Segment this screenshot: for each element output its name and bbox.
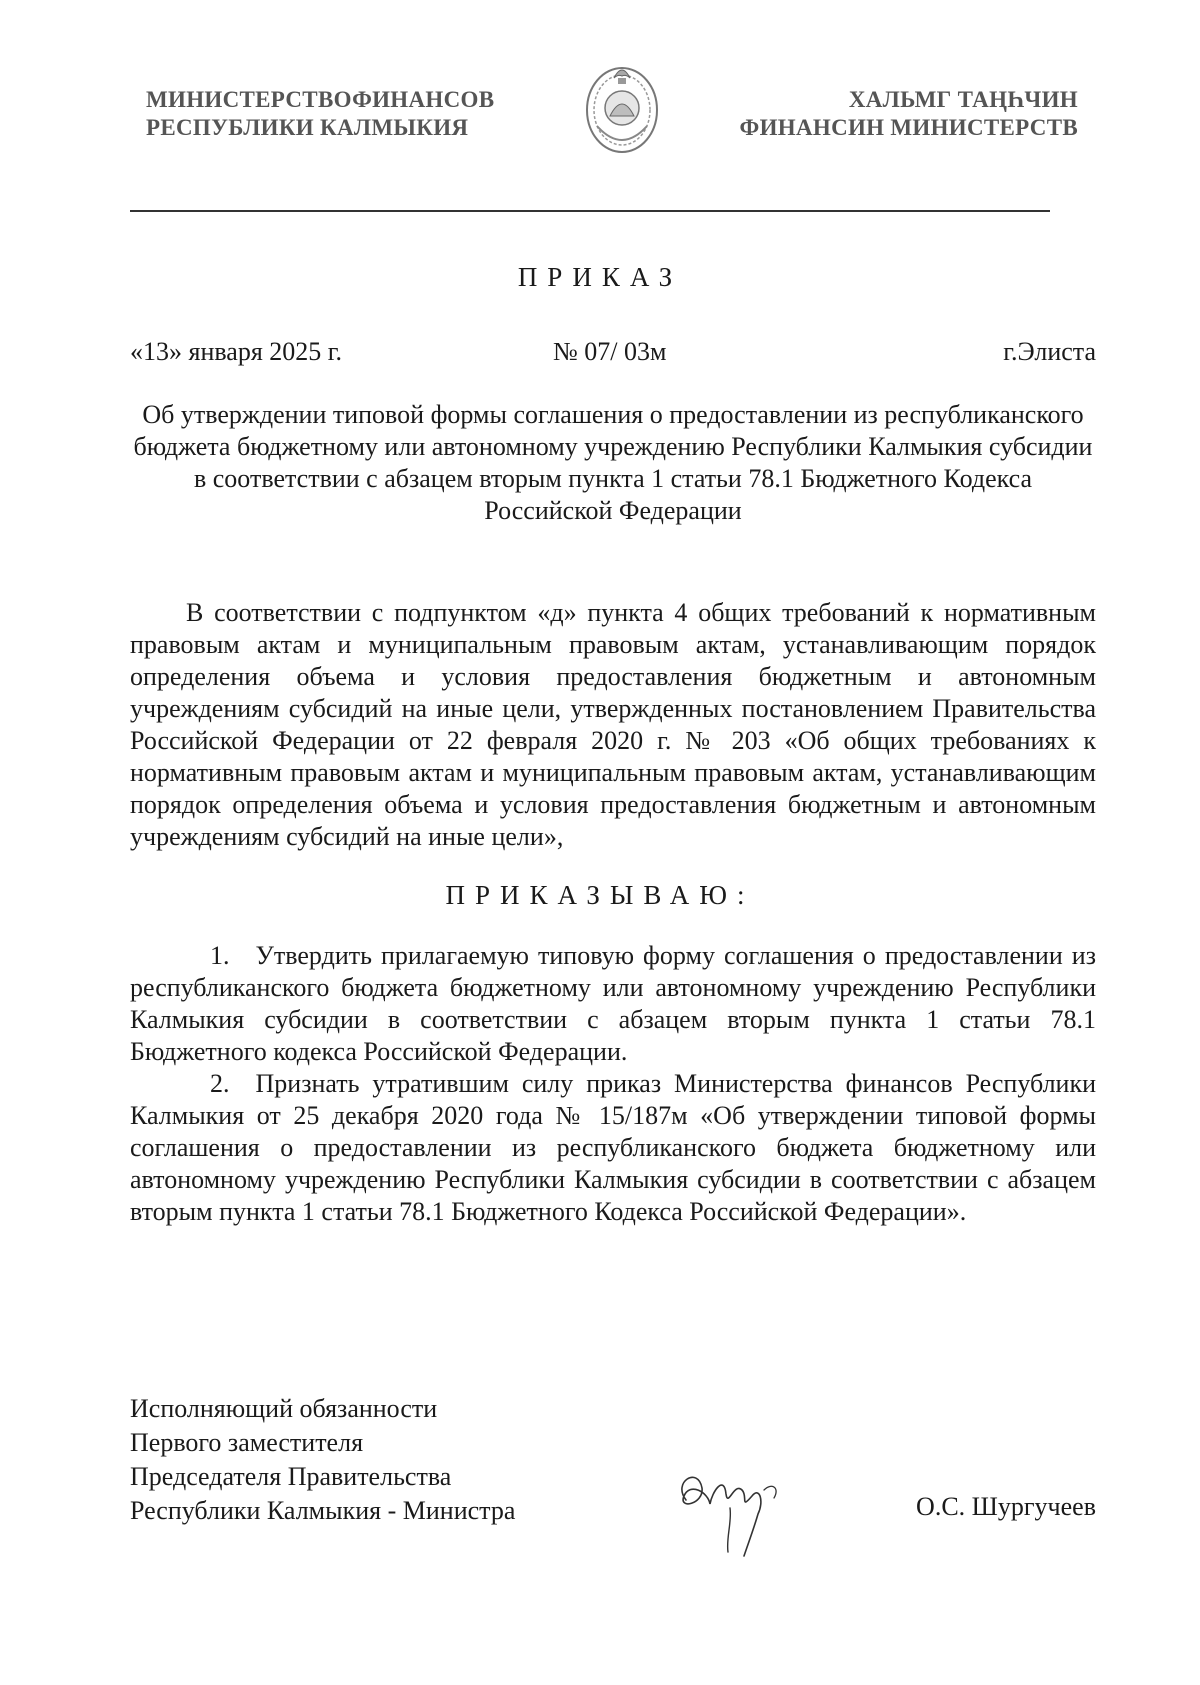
ministry-name-line2: РЕСПУБЛИКИ КАЛМЫКИЯ bbox=[146, 115, 469, 140]
ministry-name-kalmyk bbox=[740, 86, 1078, 142]
header-divider bbox=[130, 210, 1050, 212]
ministry-name-russian bbox=[146, 86, 494, 142]
document-city: г.Элиста bbox=[1003, 337, 1096, 366]
signatory-line1: Исполняющий обязанности bbox=[130, 1394, 438, 1423]
signatory-name: О.С. Шургучеев bbox=[916, 1492, 1096, 1521]
document-subject: Об утверждении типовой формы соглашения о предоставлении из республиканского бюджета бюджетному или автономному учреждению Республики Калмыкия субсидии в соответствии с абзацем вторым пункта 1 статьи 78.1 Бюджетного Кодекса Российской Федерации bbox=[133, 400, 1093, 525]
document-number: № 07/ 03м bbox=[553, 337, 667, 366]
ministry-name-kalmyk-line2: ФИНАНСИН МИНИСТЕРСТВ bbox=[739, 115, 1078, 140]
document-date: «13» января 2025 г. bbox=[130, 337, 343, 366]
ministry-name-line1: МИНИСТЕРСТВОФИНАНСОВ bbox=[146, 87, 495, 112]
document-title: ПРИКАЗ bbox=[517, 262, 683, 292]
coat-of-arms-icon bbox=[583, 56, 661, 156]
order-items bbox=[130, 940, 1096, 1228]
order-item-2: 2. Признать утратившим силу приказ Министерства финансов Республики Калмыкия от 25 декабря 2020 года № 15/187м «Об утверждении типовой формы соглашения о предоставлении из республиканского бюджета бюджетному или автономному учреждению Республики Калмыкия субсидии в соответствии с абзацем вторым пункта 1 статьи 78.1 Бюджетного Кодекса Российской Федерации». bbox=[130, 1069, 1096, 1226]
preamble-paragraph: В соответствии с подпунктом «д» пункта 4 общих требований к нормативным правовым актам и муниципальным правовым актам, устанавливающим порядок определения объема и условия предоставления бюджетным и автономным учреждениям субсидий на иные цели, утвержденных постановлением Правительства Российской Федерации от 22 февраля 2020 г. № 203 «Об общих требованиях к нормативным правовым актам и муниципальным правовым актам, устанавливающим порядок определения объема и условия предоставления бюджетным и автономным учреждениям субсидий на иные цели», bbox=[130, 598, 1096, 851]
signatory-line2: Первого заместителя bbox=[130, 1428, 364, 1457]
order-item-1: 1. Утвердить прилагаемую типовую форму соглашения о предоставлении из республиканского бюджета бюджетному или автономному учреждению Республики Калмыкия субсидии в соответствии с абзацем вторым пункта 1 статьи 78.1 Бюджетного кодекса Российской Федерации. bbox=[130, 941, 1096, 1066]
signatory-line4: Республики Калмыкия - Министра bbox=[130, 1496, 516, 1525]
order-word: ПРИКАЗЫВАЮ: bbox=[445, 880, 755, 910]
handwritten-signature bbox=[668, 1452, 798, 1562]
signatory-position bbox=[130, 1392, 515, 1528]
ministry-name-kalmyk-line1: ХАЛЬМГ ТАҢҺЧИН bbox=[848, 87, 1078, 112]
signatory-line3: Председателя Правительства bbox=[130, 1462, 452, 1491]
